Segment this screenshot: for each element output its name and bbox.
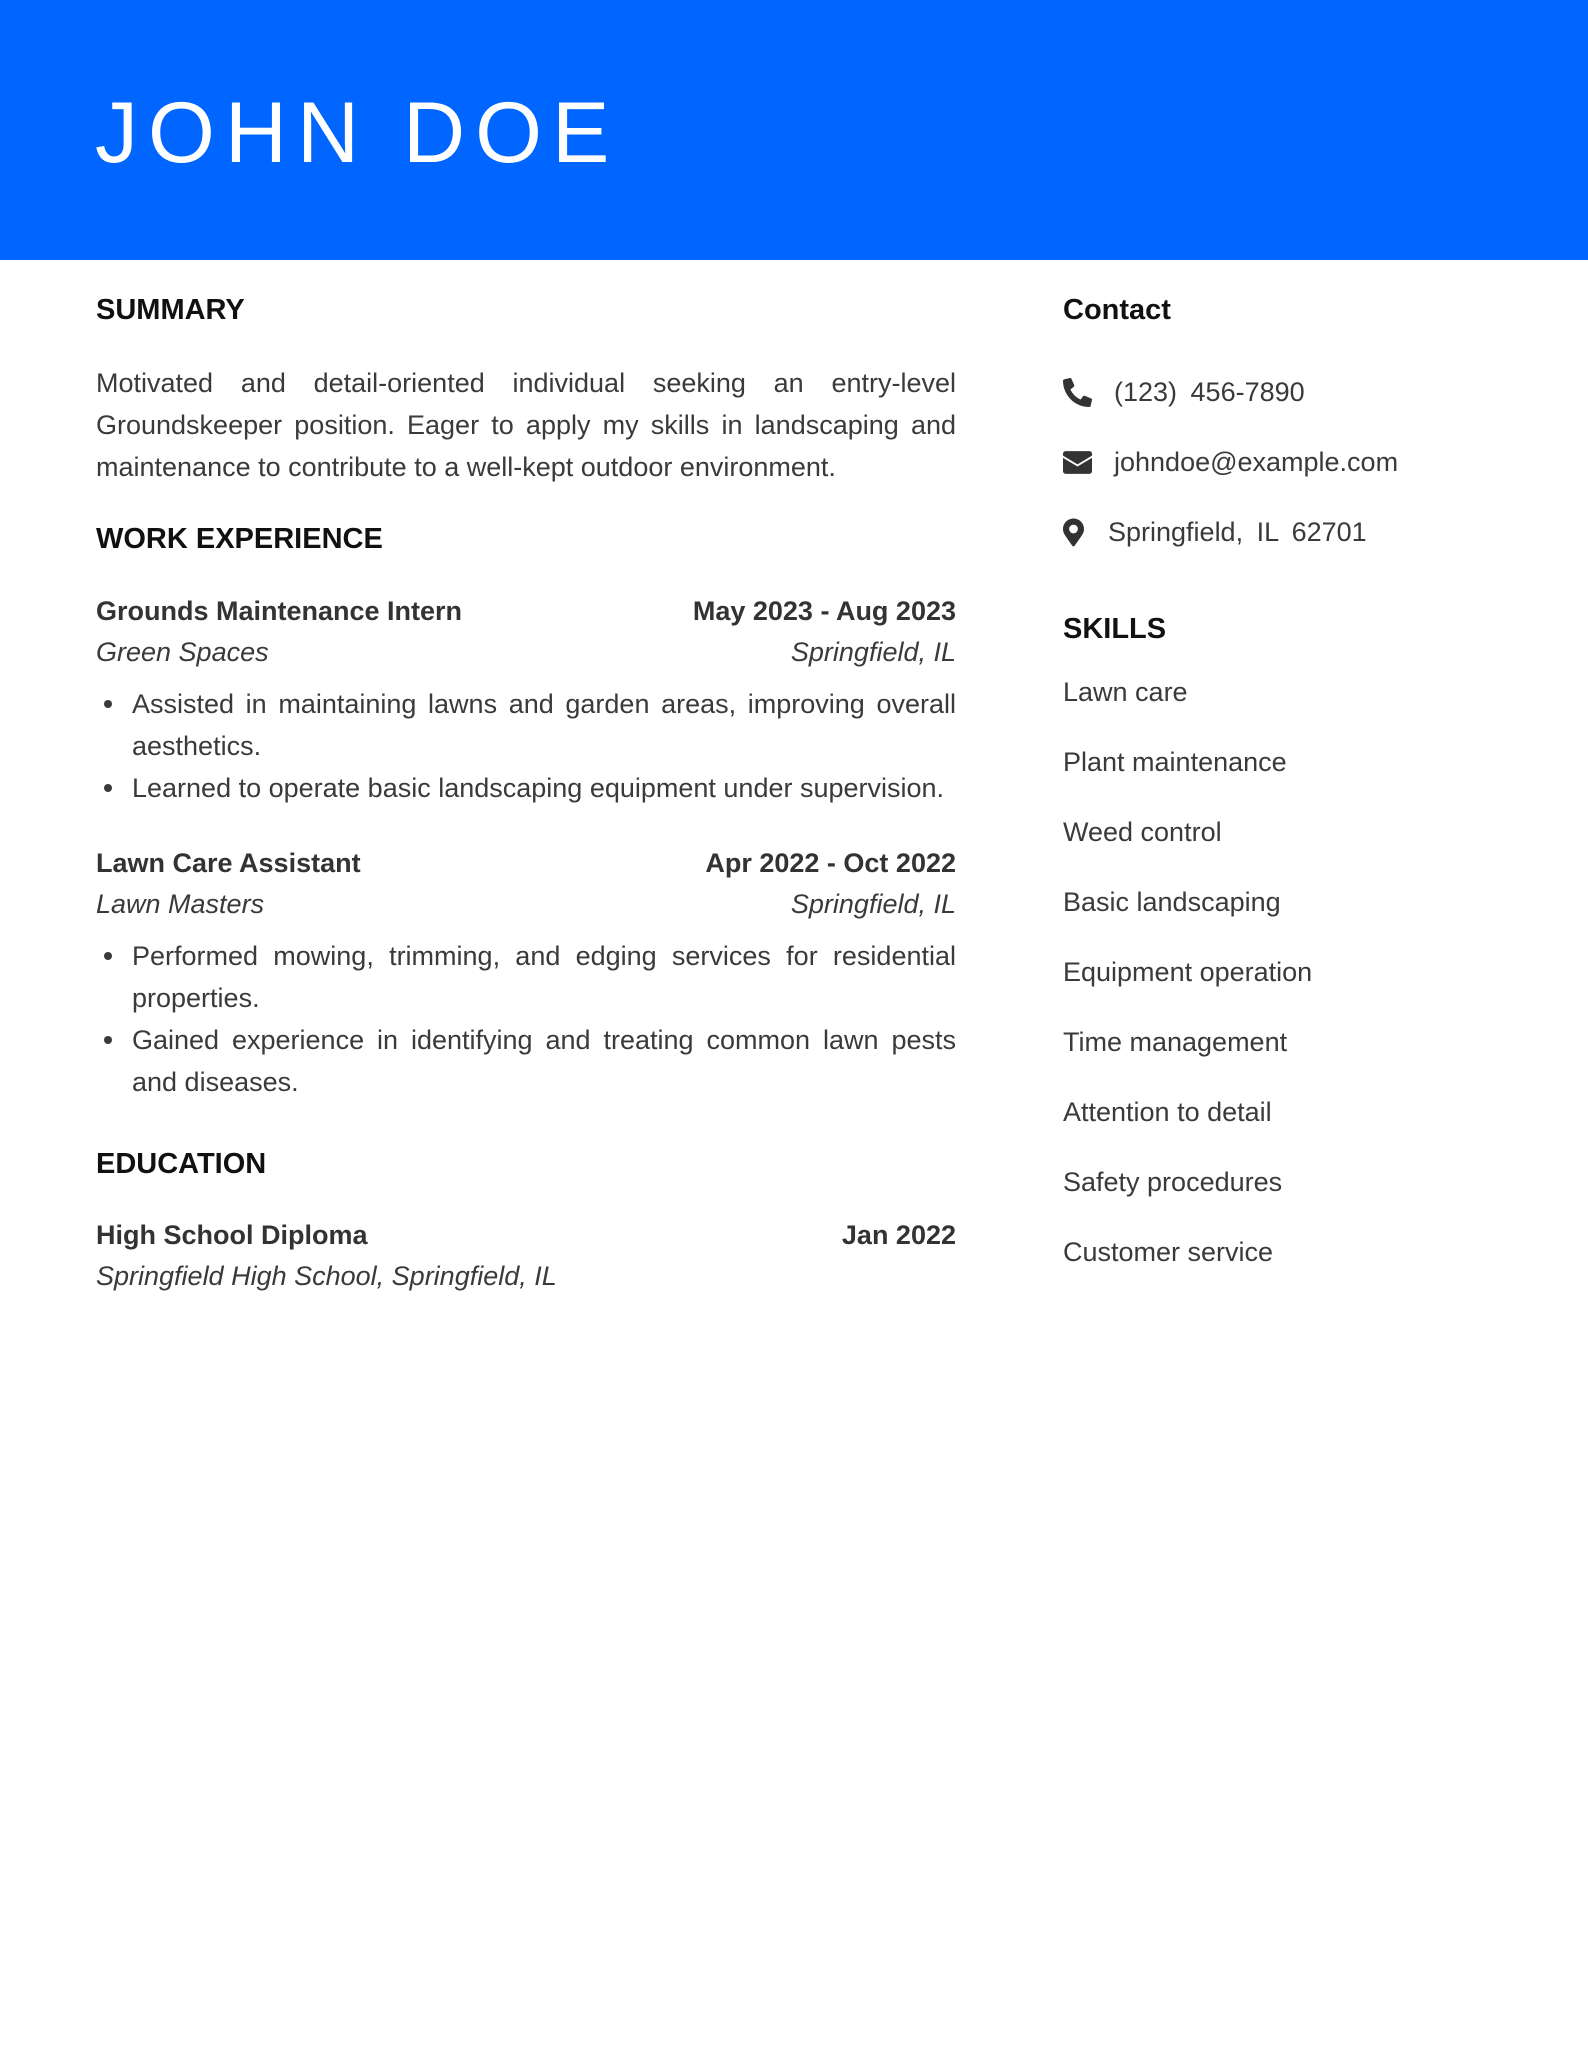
education-entry <box>96 1215 956 1297</box>
contact-heading: Contact <box>1063 294 1171 326</box>
school-name: Springfield High School, Springfield, IL <box>96 1261 557 1292</box>
skills-list <box>1063 671 1503 1301</box>
bullet-dot-icon <box>104 1036 112 1044</box>
bullet-item: Performed mowing, trimming, and edging services for residential properties. <box>132 935 956 1019</box>
job-location: Springfield, IL <box>790 636 956 667</box>
contact-phone-text: (123) 456-7890 <box>1114 377 1305 408</box>
job-title: Grounds Maintenance Intern <box>96 595 463 626</box>
bullet-item: Assisted in maintaining lawns and garden areas, improving overall aesthetics. <box>132 683 956 767</box>
bullet-dot-icon <box>104 952 112 960</box>
contact-list <box>1063 358 1503 568</box>
skill-item: Basic landscaping <box>1063 886 1281 917</box>
bullet-item: Learned to operate basic landscaping equipment under supervision. <box>132 767 956 809</box>
work-experience-heading: WORK EXPERIENCE <box>96 522 383 555</box>
job-dates: Apr 2022 - Oct 2022 <box>705 847 956 878</box>
skill-item: Lawn care <box>1063 676 1188 707</box>
job-bullets <box>96 683 956 809</box>
job-entry <box>96 843 956 1103</box>
skill-item: Safety procedures <box>1063 1166 1283 1197</box>
job-entry <box>96 591 956 809</box>
education-date: Jan 2022 <box>841 1220 956 1251</box>
education-heading: EDUCATION <box>96 1147 267 1180</box>
summary-text: Motivated and detail-oriented individual seeking an entry-level Groundskeeper position. Eager to apply my skills in landscaping and maintenance to contribute to a well-kept outdoor environment. <box>96 367 956 482</box>
bullet-dot-icon <box>104 784 112 792</box>
skill-item: Plant maintenance <box>1063 746 1287 777</box>
job-company: Lawn Masters <box>96 888 265 919</box>
phone-icon <box>1063 377 1103 409</box>
bullet-dot-icon <box>104 700 112 708</box>
contact-email <box>1063 428 1503 498</box>
skill-item: Attention to detail <box>1063 1096 1272 1127</box>
job-title: Lawn Care Assistant <box>96 847 361 878</box>
job-dates: May 2023 - Aug 2023 <box>692 595 956 626</box>
bullet-item: Gained experience in identifying and treating common lawn pests and diseases. <box>132 1019 956 1103</box>
map-marker-icon <box>1063 517 1097 549</box>
skill-item: Equipment operation <box>1063 956 1313 987</box>
main-column <box>96 260 956 1297</box>
skill-item: Customer service <box>1063 1236 1274 1267</box>
summary-heading: SUMMARY <box>96 294 245 326</box>
job-company: Green Spaces <box>96 636 269 667</box>
skill-item: Weed control <box>1063 816 1222 847</box>
skills-heading: SKILLS <box>1063 612 1167 645</box>
contact-phone <box>1063 358 1503 428</box>
job-bullets <box>96 935 956 1103</box>
sidebar-column <box>1063 260 1503 1301</box>
contact-location-text: Springfield, IL 62701 <box>1108 517 1367 548</box>
envelope-icon <box>1063 447 1103 479</box>
degree-title: High School Diploma <box>96 1220 368 1251</box>
contact-location <box>1063 498 1503 568</box>
job-location: Springfield, IL <box>790 888 956 919</box>
header-banner <box>0 0 1588 260</box>
skill-item: Time management <box>1063 1026 1288 1057</box>
candidate-name: JOHN DOE <box>95 85 620 181</box>
contact-email-text: johndoe@example.com <box>1114 447 1399 478</box>
